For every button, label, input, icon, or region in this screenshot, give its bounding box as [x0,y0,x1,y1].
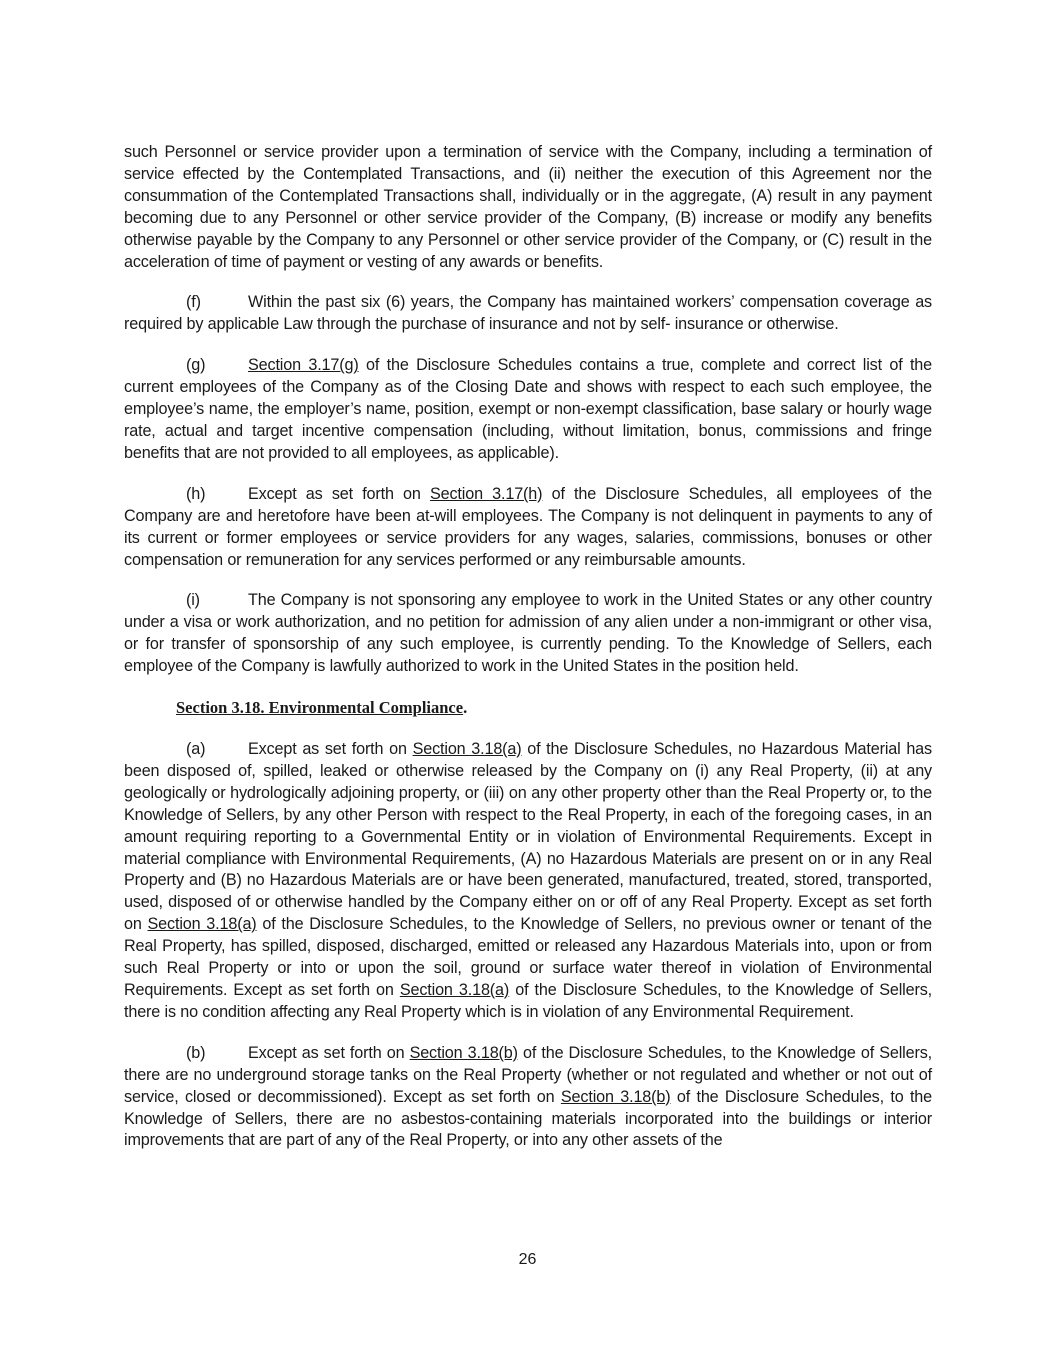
document-page [124,142,932,1171]
clause-label: (i) [186,591,200,610]
paragraph-env-b [124,1043,932,1153]
clause-label: (a) [186,740,206,759]
paragraph-text: The Company is not sponsoring any employee to work in the United States or any other country under a visa or work authorization, and no petition for admission of any alien under a non-immigrant or other visa, or for transfer of sponsorship of any such employee, is currently pending. To the Knowledge of Sellers, each employee of the Company is lawfully authorized to work in the United States in the position held. [124,591,932,676]
paragraph-text: Except as set forth on [248,740,413,759]
section-reference: Section 3.17(g) [248,356,359,375]
section-title-period: . [463,698,468,718]
paragraph-g [124,355,932,465]
clause-label: (f) [186,293,201,312]
section-title: Section 3.18. Environmental Compliance [176,698,464,718]
section-reference: Section 3.18(b) [409,1043,518,1062]
section-reference: Section 3.17(h) [429,484,543,503]
page-number: 26 [518,1251,537,1268]
paragraph-text: of the Disclosure Schedules, no Hazardous Material has been disposed of, spilled, leaked or otherwise released by the Company on (i) any Real Property, (ii) at any geologically or hydrologically adjoining property, or (iii) on any other property other than the Real Property or, to the Knowledge of Sellers, by any other Person with respect to the Real Property, in each of the foregoing cases, in an amount requiring reporting to a Governmental Entity or in violation of Environmental Requirements. Except in material compliance with Environmental Requirements, (A) no Hazardous Materials are present on or in any Real Property and (B) no Hazardous Materials are or have been generated, manufactured, treated, stored, transported, used, disposed of or otherwise handled by the Company either on or off of any Real Property. Except as set forth on [124,740,932,934]
section-reference: Section 3.18(a) [412,740,522,759]
paragraph-h [124,484,932,572]
paragraph-text: Except as set forth on [248,484,430,503]
paragraph-f [124,292,932,336]
section-reference: Section 3.18(b) [560,1087,671,1106]
paragraph-env-a [124,739,932,1024]
section-reference: Section 3.18(a) [147,915,257,934]
paragraph-continued [124,142,932,273]
paragraph-text: such Personnel or service provider upon a termination of service with the Company, including a termination of service effected by the Contemplated Transactions, and (ii) neither the execution of this Agreement nor the consummation of the Contemplated Transactions shall, individually or in the aggregate, (A) result in any payment becoming due to any Personnel or other service provider of the Company, (B) increase or modify any benefits otherwise payable by the Company to any Personnel or other service provider of the Company, or (C) result in the acceleration of time of payment or vesting of any awards or benefits. [124,143,932,271]
paragraph-text: of the Disclosure Schedules, to the Knowledge of Sellers, there are no underground storage tanks on the Real Property (whether or not regulated and whether or not out of service, closed or decommissioned). Except as set forth on [124,1043,933,1106]
paragraph-text: Except as set forth on [248,1043,410,1062]
paragraph-text: of the Disclosure Schedules, to the Knowledge of Sellers, there is no condition affecting any Real Property which is in violation of any Environmental Requirement. [124,981,933,1021]
paragraph-i [124,590,932,678]
paragraph-text: of the Disclosure Schedules, all employees of the Company are and heretofore have been at-will employees. The Company is not delinquent in payments to any of its current or former employees or service providers for any wages, salaries, commissions, bonuses or other compensation or remuneration for any services performed or any reimbursable amounts. [124,484,932,569]
clause-label: (b) [186,1043,206,1062]
clause-label: (h) [186,484,206,503]
paragraph-text: of the Disclosure Schedules, to the Knowledge of Sellers, no previous owner or tenant of the Real Property, has spilled, disposed, discharged, emitted or released any Hazardous Materials into, upon or from such Real Property or into or upon the soil, ground or surface water thereof in violation of Environmental Requirements. Except as set forth on [124,915,932,999]
paragraph-text: of the Disclosure Schedules contains a true, complete and correct list of the current employees of the Company as of the Closing Date and shows with respect to each such employee, the employee’s name, the employer’s name, position, exempt or non-exempt classification, base salary or hourly wage rate, actual and target incentive compensation (including, without limitation, bonus, commissions and fringe benefits that are not provided to all employees, as applicable). [124,356,933,462]
clause-label: (g) [186,356,206,375]
paragraph-text: Within the past six (6) years, the Company has maintained workers’ compensation coverage as required by applicable Law through the purchase of insurance and not by self- insurance or otherwise. [124,293,932,334]
paragraph-text: of the Disclosure Schedules, to the Knowledge of Sellers, there are no asbestos-containing materials incorporated into the buildings or interior improvements that are part of any of the Real Property, or into any other assets of the [124,1087,932,1150]
section-heading [176,697,932,719]
section-reference: Section 3.18(a) [399,981,510,999]
